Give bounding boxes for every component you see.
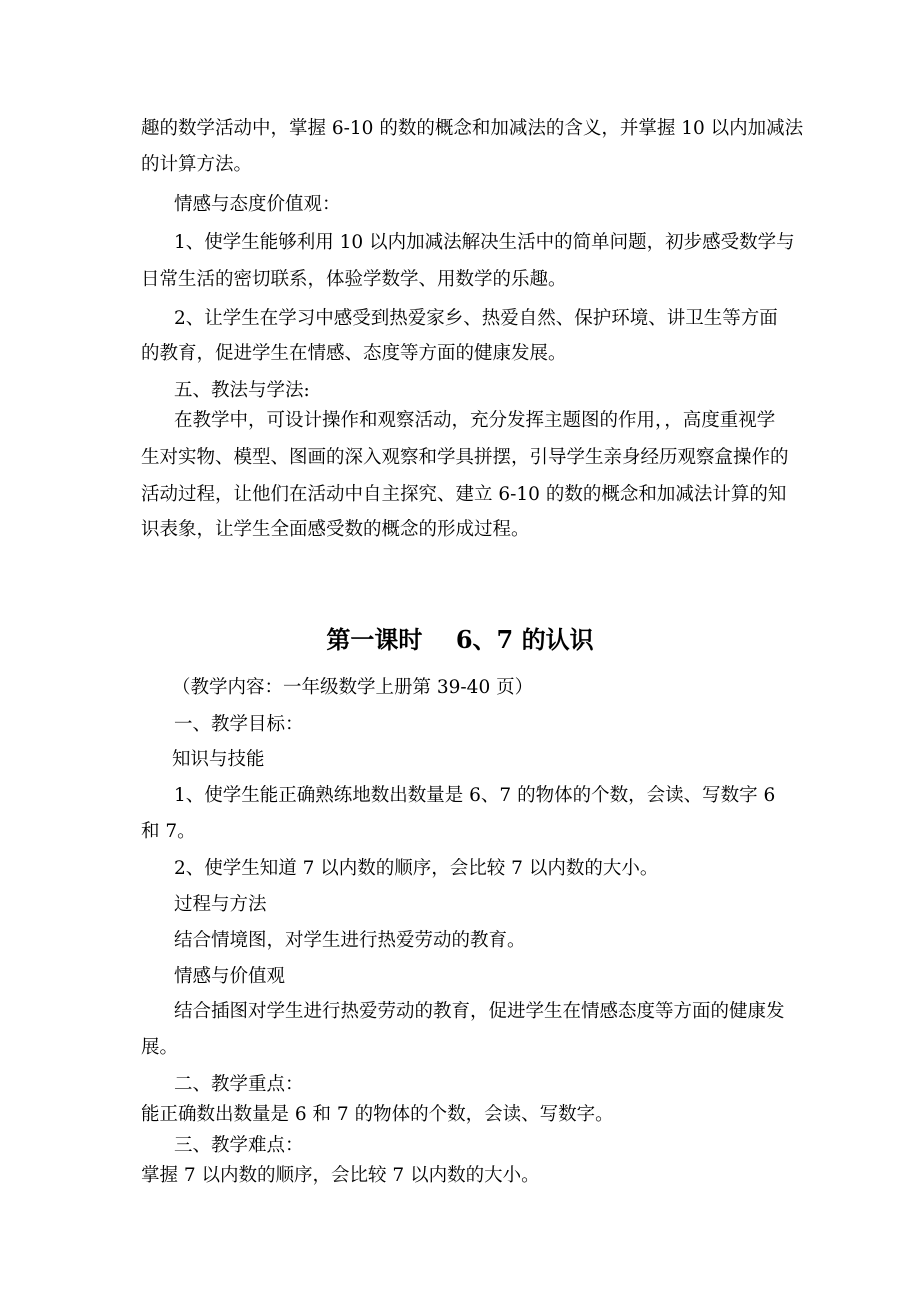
emotion-item-1-line-1: 1、使学生能够利用 10 以内加减法解决生活中的简单问题，初步感受数学与 (174, 232, 795, 253)
emotion-item-2-line-1: 2、让学生在学习中感受到热爱家乡、热爱自然、保护环境、讲卫生等方面 (174, 308, 778, 329)
goal-text-line-2: 的计算方法。 (141, 154, 253, 175)
knowledge-item-2: 2、使学生知道 7 以内数的顺序，会比较 7 以内数的大小。 (174, 858, 659, 879)
emotion-item-2-line-2: 的教育，促进学生在情感、态度等方面的健康发展。 (141, 343, 567, 364)
lesson-title: 第一课时 6、7 的认识 (326, 625, 594, 654)
goal-text-line-1: 趣的数学活动中，掌握 6-10 的数的概念和加减法的含义，并掌握 10 以内加减法 (141, 118, 804, 139)
methods-line-2: 生对实物、模型、图画的深入观察和学具拼摆，引导学生亲身经历观察盒操作的 (141, 447, 789, 468)
knowledge-item-1-line-2: 和 7。 (141, 821, 196, 842)
emotion-heading: 情感与态度价值观： (174, 194, 341, 215)
knowledge-skills-heading: 知识与技能 (172, 749, 265, 770)
teaching-key-text: 能正确数出数量是 6 和 7 的物体的个数，会读、写数字。 (141, 1104, 614, 1125)
methods-line-3: 活动过程，让他们在活动中自主探究、建立 6-10 的数的概念和加减法计算的知 (141, 484, 787, 505)
emotion-value-text-line-1: 结合插图对学生进行热爱劳动的教育，促进学生在情感态度等方面的健康发 (174, 1001, 785, 1022)
methods-heading: 五、教法与学法: (174, 380, 310, 401)
methods-line-1: 在教学中，可设计操作和观察活动，充分发挥主题图的作用，，高度重视学 (174, 410, 776, 431)
teaching-goals-heading: 一、教学目标： (174, 714, 304, 735)
process-method-text: 结合情境图，对学生进行热爱劳动的教育。 (174, 930, 526, 951)
methods-line-4: 识表象，让学生全面感受数的概念的形成过程。 (141, 519, 530, 540)
emotion-item-1-line-2: 日常生活的密切联系，体验学数学、用数学的乐趣。 (141, 269, 567, 290)
teaching-difficulty-heading: 三、教学难点： (174, 1135, 304, 1156)
emotion-value-heading: 情感与价值观 (174, 966, 286, 987)
process-method-heading: 过程与方法 (174, 894, 267, 915)
lesson-content-note: （教学内容：一年级数学上册第 39-40 页） (172, 677, 534, 698)
knowledge-item-1-line-1: 1、使学生能正确熟练地数出数量是 6、7 的物体的个数，会读、写数字 6 (174, 785, 776, 806)
teaching-key-heading: 二、教学重点： (174, 1074, 304, 1095)
teaching-difficulty-text: 掌握 7 以内数的顺序，会比较 7 以内数的大小。 (141, 1165, 540, 1186)
emotion-value-text-line-2: 展。 (141, 1037, 179, 1058)
